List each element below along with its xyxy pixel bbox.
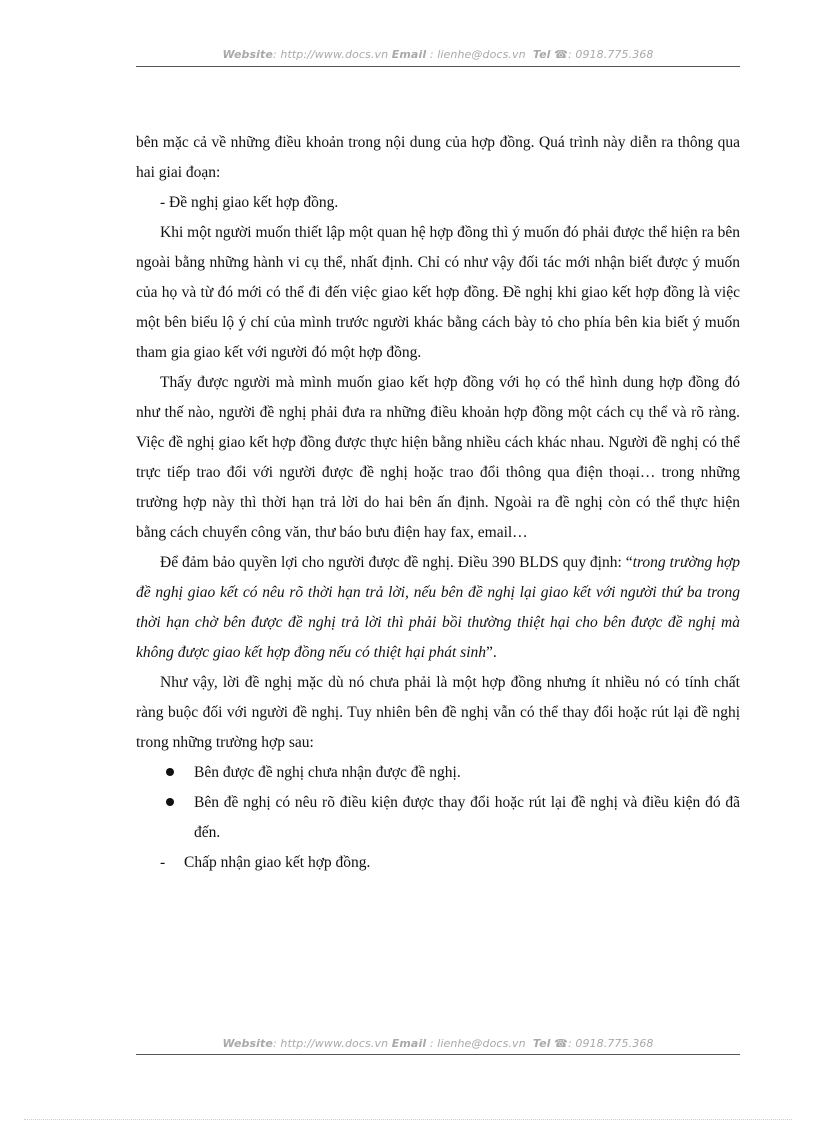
footer-email-link[interactable]: : lienhe@docs.vn (429, 1037, 526, 1050)
header-tel-value: : 0918.775.368 (567, 48, 654, 61)
article-tail: ”. (486, 644, 497, 661)
header-email-link[interactable]: : lienhe@docs.vn (429, 48, 526, 61)
paragraph: bên mặc cả về những điều khoản trong nội dung của hợp đồng. Quá trình này diễn ra thông qua hai giai đoạn: (136, 134, 740, 181)
list-item-text: Bên được đề nghị chưa nhận được đề nghị. (194, 764, 461, 781)
footer-website-label: Website (222, 1037, 273, 1050)
page-footer (136, 1037, 740, 1050)
section-heading-acceptance (136, 848, 740, 878)
section-heading-text: Chấp nhận giao kết hợp đồng. (184, 854, 371, 871)
dash-marker: - (160, 854, 166, 871)
footer-tel-value: : 0918.775.368 (567, 1037, 654, 1050)
bullet-list (136, 758, 740, 848)
bullet-icon (166, 798, 174, 806)
paragraph: Thấy được người mà mình muốn giao kết hợp đồng với họ có thể hình dung hợp đồng đó như thế nào, người đề nghị phải đưa ra những điều khoản hợp đồng một cách cụ thể và rõ ràng. Việc đề nghị giao kết hợp đồng được thực hiện bằng nhiều cách khác nhau. Người đề nghị có thể trực tiếp trao đổi với người được đề nghị hoặc trao đổi thông qua điện thoại… trong những trường hợp này thì thời hạn trả lời do hai bên ấn định. Ngoài ra đề nghị còn có thể thực hiện bằng cách chuyển công văn, thư báo bưu điện hay fax, email… (136, 374, 740, 541)
article-lead: Để đảm bảo quyền lợi cho người được đề nghị. Điều 390 BLDS quy định: “ (160, 554, 633, 571)
list-item (136, 788, 740, 848)
article-quote: trong trường hợp đề nghị giao kết có nêu rõ thời hạn trả lời, nếu bên đề nghị lại giao kết với người thứ ba trong thời hạn chờ bên được đề nghị trả lời thì phải bồi thường thiệt hại cho bên được đề nghị mà không được giao kết hợp đồng nếu có thiệt hại phát sinh (136, 554, 740, 661)
page-edge-divider (24, 1119, 792, 1120)
footer-email-label: Email (391, 1037, 427, 1050)
header-tel-label: Tel (532, 48, 551, 61)
phone-icon: ☎ (554, 1037, 568, 1050)
header-email-label: Email (391, 48, 427, 61)
phone-icon: ☎ (554, 48, 568, 61)
footer-website-link[interactable]: : http://www.docs.vn (272, 1037, 389, 1050)
paragraph: Khi một người muốn thiết lập một quan hệ hợp đồng thì ý muốn đó phải được thể hiện ra bên ngoài bằng những hành vi cụ thể, nhất định. Chỉ có như vậy đối tác mới nhận biết được ý muốn của họ và từ đó mới có thể đi đến việc giao kết hợp đồng. Đề nghị khi giao kết hợp đồng là việc một bên biểu lộ ý chí của mình trước người khác bằng cách bày tỏ cho phía bên kia biết ý muốn tham gia giao kết với người đó một hợp đồng. (136, 224, 740, 361)
section-heading-offer: - Đề nghị giao kết hợp đồng. (160, 194, 339, 211)
list-item (136, 758, 740, 788)
header-website-label: Website (222, 48, 273, 61)
footer-divider (136, 1054, 740, 1055)
page-header (136, 48, 740, 61)
bullet-icon (166, 768, 174, 776)
document-body (136, 128, 740, 878)
header-divider (136, 66, 740, 67)
header-website-link[interactable]: : http://www.docs.vn (272, 48, 389, 61)
paragraph: Như vậy, lời đề nghị mặc dù nó chưa phải là một hợp đồng nhưng ít nhiều nó có tính chất ràng buộc đối với người đề nghị. Tuy nhiên bên đề nghị vẫn có thể thay đổi hoặc rút lại đề nghị trong những trường hợp sau: (136, 674, 740, 751)
paragraph-article-390 (136, 548, 740, 668)
footer-tel-label: Tel (532, 1037, 551, 1050)
list-item-text: Bên đề nghị có nêu rõ điều kiện được thay đổi hoặc rút lại đề nghị và điều kiện đó đã đến. (194, 794, 740, 841)
